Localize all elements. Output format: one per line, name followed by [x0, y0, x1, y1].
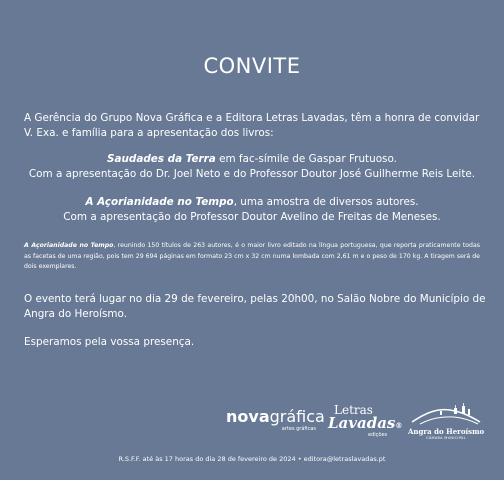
angra-logo-subtitle: CÂMARA MUNICIPAL: [426, 436, 466, 440]
angra-logo-name: Angra do Heroísmo: [408, 427, 485, 436]
book-line: [14, 152, 490, 167]
event-details: O evento terá lugar no dia 29 de fevereiro, pelas 20h00, no Salão Nobre do Município de Angra do Heroísmo.: [24, 293, 486, 320]
nova-logo-subtitle: artes gráficas: [281, 426, 316, 432]
letras-logo-word: Lavadas: [328, 414, 396, 432]
page-title: CONVITE: [203, 54, 301, 78]
book-presenters: Com a apresentação do Professor Doutor Avelino de Freitas de Meneses.: [63, 211, 441, 223]
nova-logo-part-1: nova: [226, 407, 270, 426]
letras-logo-subtitle: edições: [368, 432, 388, 438]
letras-logo-mid: [328, 414, 403, 433]
city-skyline-icon: [410, 402, 482, 426]
book-note: [24, 241, 480, 273]
book-desc: em fac-símile de Gaspar Frutuoso.: [215, 153, 397, 165]
book-entry-2: [14, 195, 490, 225]
letras-logo-mark: ®: [395, 421, 403, 430]
nova-grafica-logo: [226, 407, 325, 438]
book-title: Saudades da Terra: [107, 153, 216, 165]
book-presenters: Com a apresentação do Dr. Joel Neto e do Professor Doutor José Guilherme Reis Leite.: [28, 168, 476, 180]
nova-logo-part-2: gráfica: [269, 407, 325, 426]
book-title: A Açorianidade no Tempo: [85, 196, 234, 208]
note-title: A Açorianidade no Tempo: [24, 242, 114, 249]
book-desc: , uma amostra de diversos autores.: [233, 196, 419, 208]
letras-logo-top: Letras: [334, 403, 373, 417]
rsvp-footer: R.S.F.F. até às 17 horas do dia 28 de fevereiro de 2024 • editora@letraslavadas.pt: [118, 455, 386, 463]
letras-lavadas-logo: [328, 403, 403, 440]
angra-heroismo-logo: [408, 402, 484, 442]
book-line: [14, 195, 490, 210]
book-entry-1: [14, 152, 490, 182]
intro-paragraph: A Gerência do Grupo Nova Gráfica e a Editora Letras Lavadas, têm a honra de convidar V. Exa. e família para a apresentação dos livros:: [24, 112, 480, 139]
note-text: , reunindo 150 títulos de 263 autores, é o maior livro editado na língua portuguesa, que reporta praticamente todas as facetas de uma região, pois tem 29 694 páginas em formato 23 cm x 32 cm numa lombada com 2,61 m e o peso de 170 kg. A tiragem será de dois exemplares.: [24, 242, 481, 270]
closing-text: Esperamos pela vossa presença.: [24, 336, 195, 348]
